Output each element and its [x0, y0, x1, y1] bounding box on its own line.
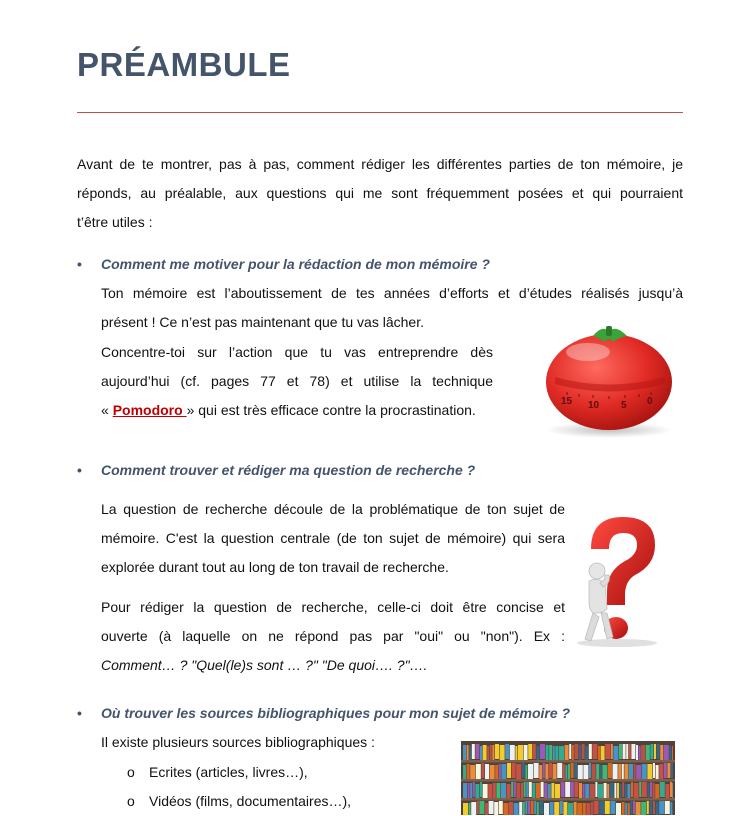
question-text: Comment trouver et rédiger ma question de recherche ?	[101, 462, 475, 478]
q1-text-line-1: Ton mémoire est l’aboutissement de tes années d’efforts et d’études réalisés jusqu’à	[101, 279, 683, 308]
list-item-text: Ecrites (articles, livres…),	[149, 764, 308, 780]
timer-number-10: 10	[588, 400, 600, 411]
q2-text-line-5: ouverte (à laquelle on ne répond pas par "oui" ou "non"). Ex :	[101, 622, 565, 651]
q1-text-line-5	[101, 396, 476, 425]
question-mark-figure-image	[567, 513, 665, 649]
q2-text-line-1: La question de recherche découle de la problématique de ton sujet de	[101, 495, 565, 524]
list-item-text: Vidéos (films, documentaires…),	[149, 793, 351, 809]
q2-text-line-6: Comment… ? "Quel(le)s sont … ?" "De quoi…. ?"….	[101, 651, 427, 680]
list-item	[127, 758, 308, 787]
bullet: •	[77, 459, 101, 481]
quote-open: «	[101, 402, 113, 418]
question-motivation	[77, 253, 490, 275]
question-sources	[77, 702, 570, 724]
page-title: PRÉAMBULE	[77, 46, 291, 84]
list-marker: o	[127, 787, 149, 816]
q2-text-line-4: Pour rédiger la question de recherche, celle-ci doit être concise et	[101, 593, 565, 622]
question-text: Comment me motiver pour la rédaction de mon mémoire ?	[101, 256, 490, 272]
tomato-timer-image	[533, 322, 683, 440]
q1-text-line-4: aujourd’hui (cf. pages 77 et 78) et utilise la technique	[101, 367, 493, 396]
intro-line-2: réponds, au préalable, aux questions qui me sont fréquemment posées et qui pourraient	[77, 179, 683, 208]
timer-number-15: 15	[561, 396, 573, 407]
intro-line-3: t’être utiles :	[77, 208, 152, 237]
list-marker: o	[127, 758, 149, 787]
quote-close-text: » qui est très efficace contre la procrastination.	[187, 402, 476, 418]
q3-text-line-1: Il existe plusieurs sources bibliographiques :	[101, 728, 375, 757]
question-research	[77, 459, 475, 481]
q1-text-line-3: Concentre-toi sur l’action que tu vas entreprendre dès	[101, 338, 493, 367]
bookshelf-image	[461, 741, 675, 815]
title-divider	[77, 112, 683, 113]
timer-number-5: 5	[621, 400, 627, 411]
intro-line-1: Avant de te montrer, pas à pas, comment rédiger les différentes parties de ton mémoire, je	[77, 150, 683, 179]
pomodoro-link[interactable]: Pomodoro	[113, 402, 187, 418]
q2-text-line-2: mémoire. C'est la question centrale (de ton sujet de mémoire) qui sera	[101, 524, 565, 553]
q1-text-line-2: présent ! Ce n’est pas maintenant que tu vas lâcher.	[101, 308, 424, 337]
timer-number-0: 0	[647, 396, 653, 407]
bullet: •	[77, 253, 101, 275]
question-text: Où trouver les sources bibliographiques pour mon sujet de mémoire ?	[101, 705, 570, 721]
q2-text-line-3: explorée durant tout au long de ton travail de recherche.	[101, 553, 449, 582]
bullet: •	[77, 702, 101, 724]
list-item	[127, 787, 351, 816]
